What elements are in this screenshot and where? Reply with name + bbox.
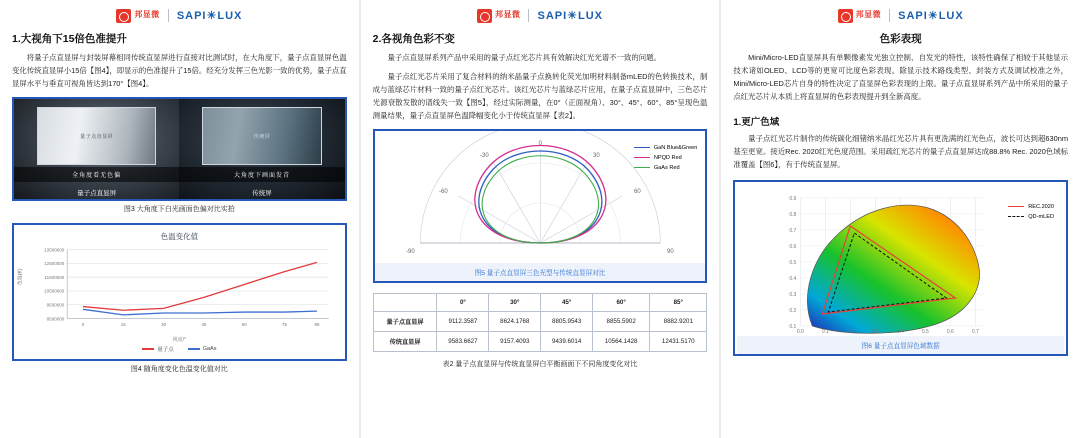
- panel2-paragraph-0: 量子点直显屏系列产品中采用的量子点红光芯片具有效解决红光光谱不一致的问题。: [387, 53, 661, 63]
- svg-text:0.2: 0.2: [847, 328, 855, 335]
- chart4-legend-item-0: [142, 345, 174, 353]
- table-row1-cell2: 9439.6014: [541, 331, 593, 351]
- svg-text:9500000: 9500000: [46, 302, 65, 308]
- brand-name: SAPI☀LUX: [176, 10, 243, 22]
- table-row0-cell4: 8882.9201: [650, 311, 707, 331]
- brand-divider: [889, 9, 890, 22]
- chart4-legend-label-1: GaAs: [202, 345, 217, 352]
- photo-band-qd: 全角度看无色偏: [14, 167, 179, 182]
- svg-text:30: 30: [592, 152, 600, 159]
- table-header-4: 60°: [593, 293, 650, 311]
- brand-header: [12, 0, 347, 26]
- brand-logo-cn: [477, 9, 521, 23]
- svg-text:0.6: 0.6: [789, 243, 797, 250]
- svg-text:0.4: 0.4: [897, 328, 905, 335]
- polar-legend-label-0: GaN Blue&Green: [653, 144, 698, 151]
- panel-middle: [361, 0, 720, 438]
- panel3-subparagraph: 量子点红光芯片制作的传统碳化细锗纳米晶红光芯片具有更洗满的红光色点，波长可达到超630nm基至更宽。接近Rec. 2020红光色度范围。采用疏红光芯片的量子点直显屏达成88.8% Rec. 2020色域标准覆盖【图6】，有于传统直显屏。: [733, 133, 1069, 169]
- figure6-caption: 图6 量子点直显屏色域数据: [737, 336, 1064, 354]
- brand-divider: [168, 9, 169, 22]
- svg-text:8500000: 8500000: [46, 316, 65, 322]
- photo-screen-traditional: 传统屏: [202, 107, 321, 165]
- panel2-heading: 2.各视角色彩不变: [372, 33, 455, 45]
- figure6-cie-chart: [733, 180, 1068, 356]
- figure3-caption: 图3 大角度下白光画面色偏对比实拍: [123, 206, 235, 214]
- legend-line-icon: [1008, 206, 1024, 207]
- photo-screen-qd: 量子点直显屏: [37, 107, 156, 165]
- svg-text:60: 60: [241, 321, 247, 327]
- svg-text:10500000: 10500000: [44, 288, 65, 294]
- table-row0-label: 量子点直显屏: [373, 311, 437, 331]
- svg-text:0: 0: [81, 321, 85, 327]
- polar-legend-item-1: [634, 155, 698, 161]
- panel2-paragraph-1: 量子点红光芯片采用了复合材料的纳米晶量子点换转化荧光加明材料制备mLED的色转换技术，制成与蓝绿芯片材料一致的量子点红光芯片。该红光芯片与蓝绿芯片应用，在量子点直显屏中，三色芯片光源衰散发散的谱线失一致【图5】，经过实际测量，在0°（正面视角）、30°、45°、60°、85°呈现色温测量结果，量子点直显屏色温降幅变化小于传统直显屏【表2】。: [372, 72, 708, 120]
- table-row: [373, 331, 707, 351]
- table-row1-cell4: 12431.5170: [650, 331, 707, 351]
- brand-header: [373, 0, 708, 26]
- table-row0-cell0: 9112.3587: [437, 311, 489, 331]
- polar-legend: [634, 145, 698, 175]
- figure5-caption: 图5 量子点直显屏三色光型与传统直显屏对比: [375, 263, 706, 281]
- svg-text:0.3: 0.3: [789, 291, 797, 298]
- logo-mark-icon: [477, 9, 492, 23]
- svg-text:12500000: 12500000: [44, 261, 65, 266]
- chart4-legend-label-0: 量子点: [157, 346, 174, 353]
- panel1-heading: 1.大视角下15倍色准提升: [12, 33, 127, 45]
- cie-legend: [1008, 204, 1054, 224]
- table-header-1: 0°: [437, 293, 489, 311]
- cie-legend-label-1: QD-mLED: [1028, 213, 1054, 220]
- table-header-5: 85°: [650, 293, 707, 311]
- polar-legend-label-2: GaAs Red: [653, 164, 680, 171]
- table-header-3: 45°: [541, 293, 593, 311]
- table-header-row: [373, 293, 707, 311]
- svg-text:30: 30: [161, 321, 167, 327]
- panel1-paragraph: 将量子点直显屏与封装屏幕相同传统直显屏进行直接对比测试时，在大角度下，量子点直显屏色温变化传统直显屏小15倍【图4】，即显示的色准提升了15倍。经充分发挥三色光影一致的优势，量子点直显屏水平与垂直可视角皆达到170°【图4】。: [12, 53, 347, 89]
- table-row0-cell2: 8805.9543: [541, 311, 593, 331]
- chart4-xlabel: 视度/°: [172, 336, 187, 343]
- legend-line-icon: [634, 147, 650, 148]
- chart4-plot: [17, 244, 337, 336]
- svg-text:0.9: 0.9: [789, 195, 797, 202]
- brand-cn-text: 邦显微: [855, 10, 882, 20]
- chart4-legend-item-1: [188, 345, 217, 353]
- svg-text:13500000: 13500000: [44, 247, 65, 253]
- svg-text:0.3: 0.3: [872, 328, 880, 335]
- svg-text:-60: -60: [438, 188, 448, 195]
- photo-band-traditional: 大角度下画面发青: [179, 167, 344, 182]
- chart4-ylabel: 色温(K): [17, 268, 24, 285]
- logo-mark-icon: [838, 9, 853, 23]
- brand-name: SAPI☀LUX: [537, 10, 604, 22]
- svg-text:0: 0: [538, 140, 542, 147]
- svg-text:0.2: 0.2: [789, 307, 797, 314]
- brand-logo-cn: [838, 9, 882, 23]
- svg-text:0.5: 0.5: [922, 328, 930, 335]
- svg-text:0.1: 0.1: [789, 323, 797, 330]
- svg-text:0.4: 0.4: [789, 275, 797, 282]
- svg-text:45: 45: [201, 321, 207, 327]
- legend-line-icon: [634, 157, 650, 158]
- table2-caption: 表2 量子点直显屏与传统直显屏白平衡画面下不同角度变化对比: [442, 360, 638, 368]
- panel-left: [0, 0, 359, 438]
- table-row0-cell3: 8855.5902: [593, 311, 650, 331]
- svg-text:0.8: 0.8: [789, 211, 797, 218]
- panel3-subheading: 1.更广色域: [733, 116, 780, 128]
- table-row1-label: 传统直显屏: [373, 331, 437, 351]
- panel3-paragraph: Mini/Micro-LED直显屏具有单颗像素发光独立控制、自发光的特性，该特性确保了相较于其他显示技术诸如OLED、LCD等的更宽可比度色彩表现。除显示技术路线类型、封装方式及调试校准之外，Mini/Micro-LED芯片自身的特性决定了直显屏色彩表现的上限。量子点直显屏系列产品中所采用的量子点红光芯片从本质上将直显屏的色彩表现提升到全新高度。: [733, 53, 1069, 102]
- table-row1-cell3: 10564.1428: [593, 331, 650, 351]
- photo-half-traditional: [179, 99, 344, 199]
- svg-text:0.5: 0.5: [789, 259, 797, 266]
- polar-legend-item-2: [634, 165, 698, 171]
- svg-text:90: 90: [666, 248, 674, 255]
- panel-right: [721, 0, 1080, 438]
- svg-text:85: 85: [314, 321, 320, 327]
- svg-text:0.7: 0.7: [972, 328, 980, 335]
- svg-text:0.6: 0.6: [947, 328, 955, 335]
- photo-label-traditional: 传统屏: [252, 190, 272, 198]
- figure4-chart: [12, 223, 347, 361]
- table-row: [373, 311, 707, 331]
- figure5-polar-chart: [373, 129, 708, 283]
- table2-angle-comparison: [373, 293, 708, 352]
- svg-text:-90: -90: [405, 248, 415, 255]
- brand-header: [733, 0, 1068, 26]
- svg-text:11500000: 11500000: [44, 274, 65, 280]
- chart4-svg: [22, 244, 337, 336]
- table-row1-cell0: 9583.6627: [437, 331, 489, 351]
- panel3-heading: 色彩表现: [879, 33, 922, 45]
- svg-text:0.1: 0.1: [822, 328, 830, 335]
- legend-swatch-icon: [188, 348, 200, 350]
- legend-line-icon: [634, 167, 650, 168]
- table-row1-cell1: 9157.4093: [489, 331, 541, 351]
- svg-text:-30: -30: [479, 152, 489, 159]
- logo-mark-icon: [116, 9, 131, 23]
- svg-text:0.0: 0.0: [797, 328, 805, 335]
- photo-label-qd: 量子点直显屏: [77, 190, 117, 198]
- brand-divider: [528, 9, 529, 22]
- polar-legend-label-1: NPQD Red: [653, 154, 682, 161]
- photo-half-qd: [14, 99, 179, 199]
- cie-legend-item-1: [1008, 214, 1054, 220]
- chart4-legend: [14, 343, 345, 359]
- svg-text:15: 15: [120, 321, 126, 327]
- brand-name: SAPI☀LUX: [898, 10, 964, 22]
- chart4-title: 色温变化值: [160, 231, 199, 241]
- figure4-caption: 图4 随角度变化色温变化值对比: [130, 365, 228, 373]
- svg-text:75: 75: [282, 321, 288, 327]
- legend-line-icon: [1008, 216, 1024, 217]
- table-header-2: 30°: [489, 293, 541, 311]
- table-header-0: [373, 293, 437, 311]
- svg-text:60: 60: [633, 188, 641, 195]
- cie-legend-item-0: [1008, 204, 1054, 210]
- polar-legend-item-0: [634, 145, 698, 151]
- brand-cn-text: 邦显微: [494, 10, 521, 20]
- brand-cn-text: 邦显微: [134, 10, 160, 20]
- cie-legend-label-0: REC.2020: [1028, 203, 1055, 210]
- brand-logo-cn: [116, 9, 160, 23]
- svg-text:0.7: 0.7: [789, 227, 797, 234]
- figure3-photo: [12, 97, 347, 201]
- legend-swatch-icon: [142, 348, 154, 350]
- table-row0-cell1: 8624.1768: [489, 311, 541, 331]
